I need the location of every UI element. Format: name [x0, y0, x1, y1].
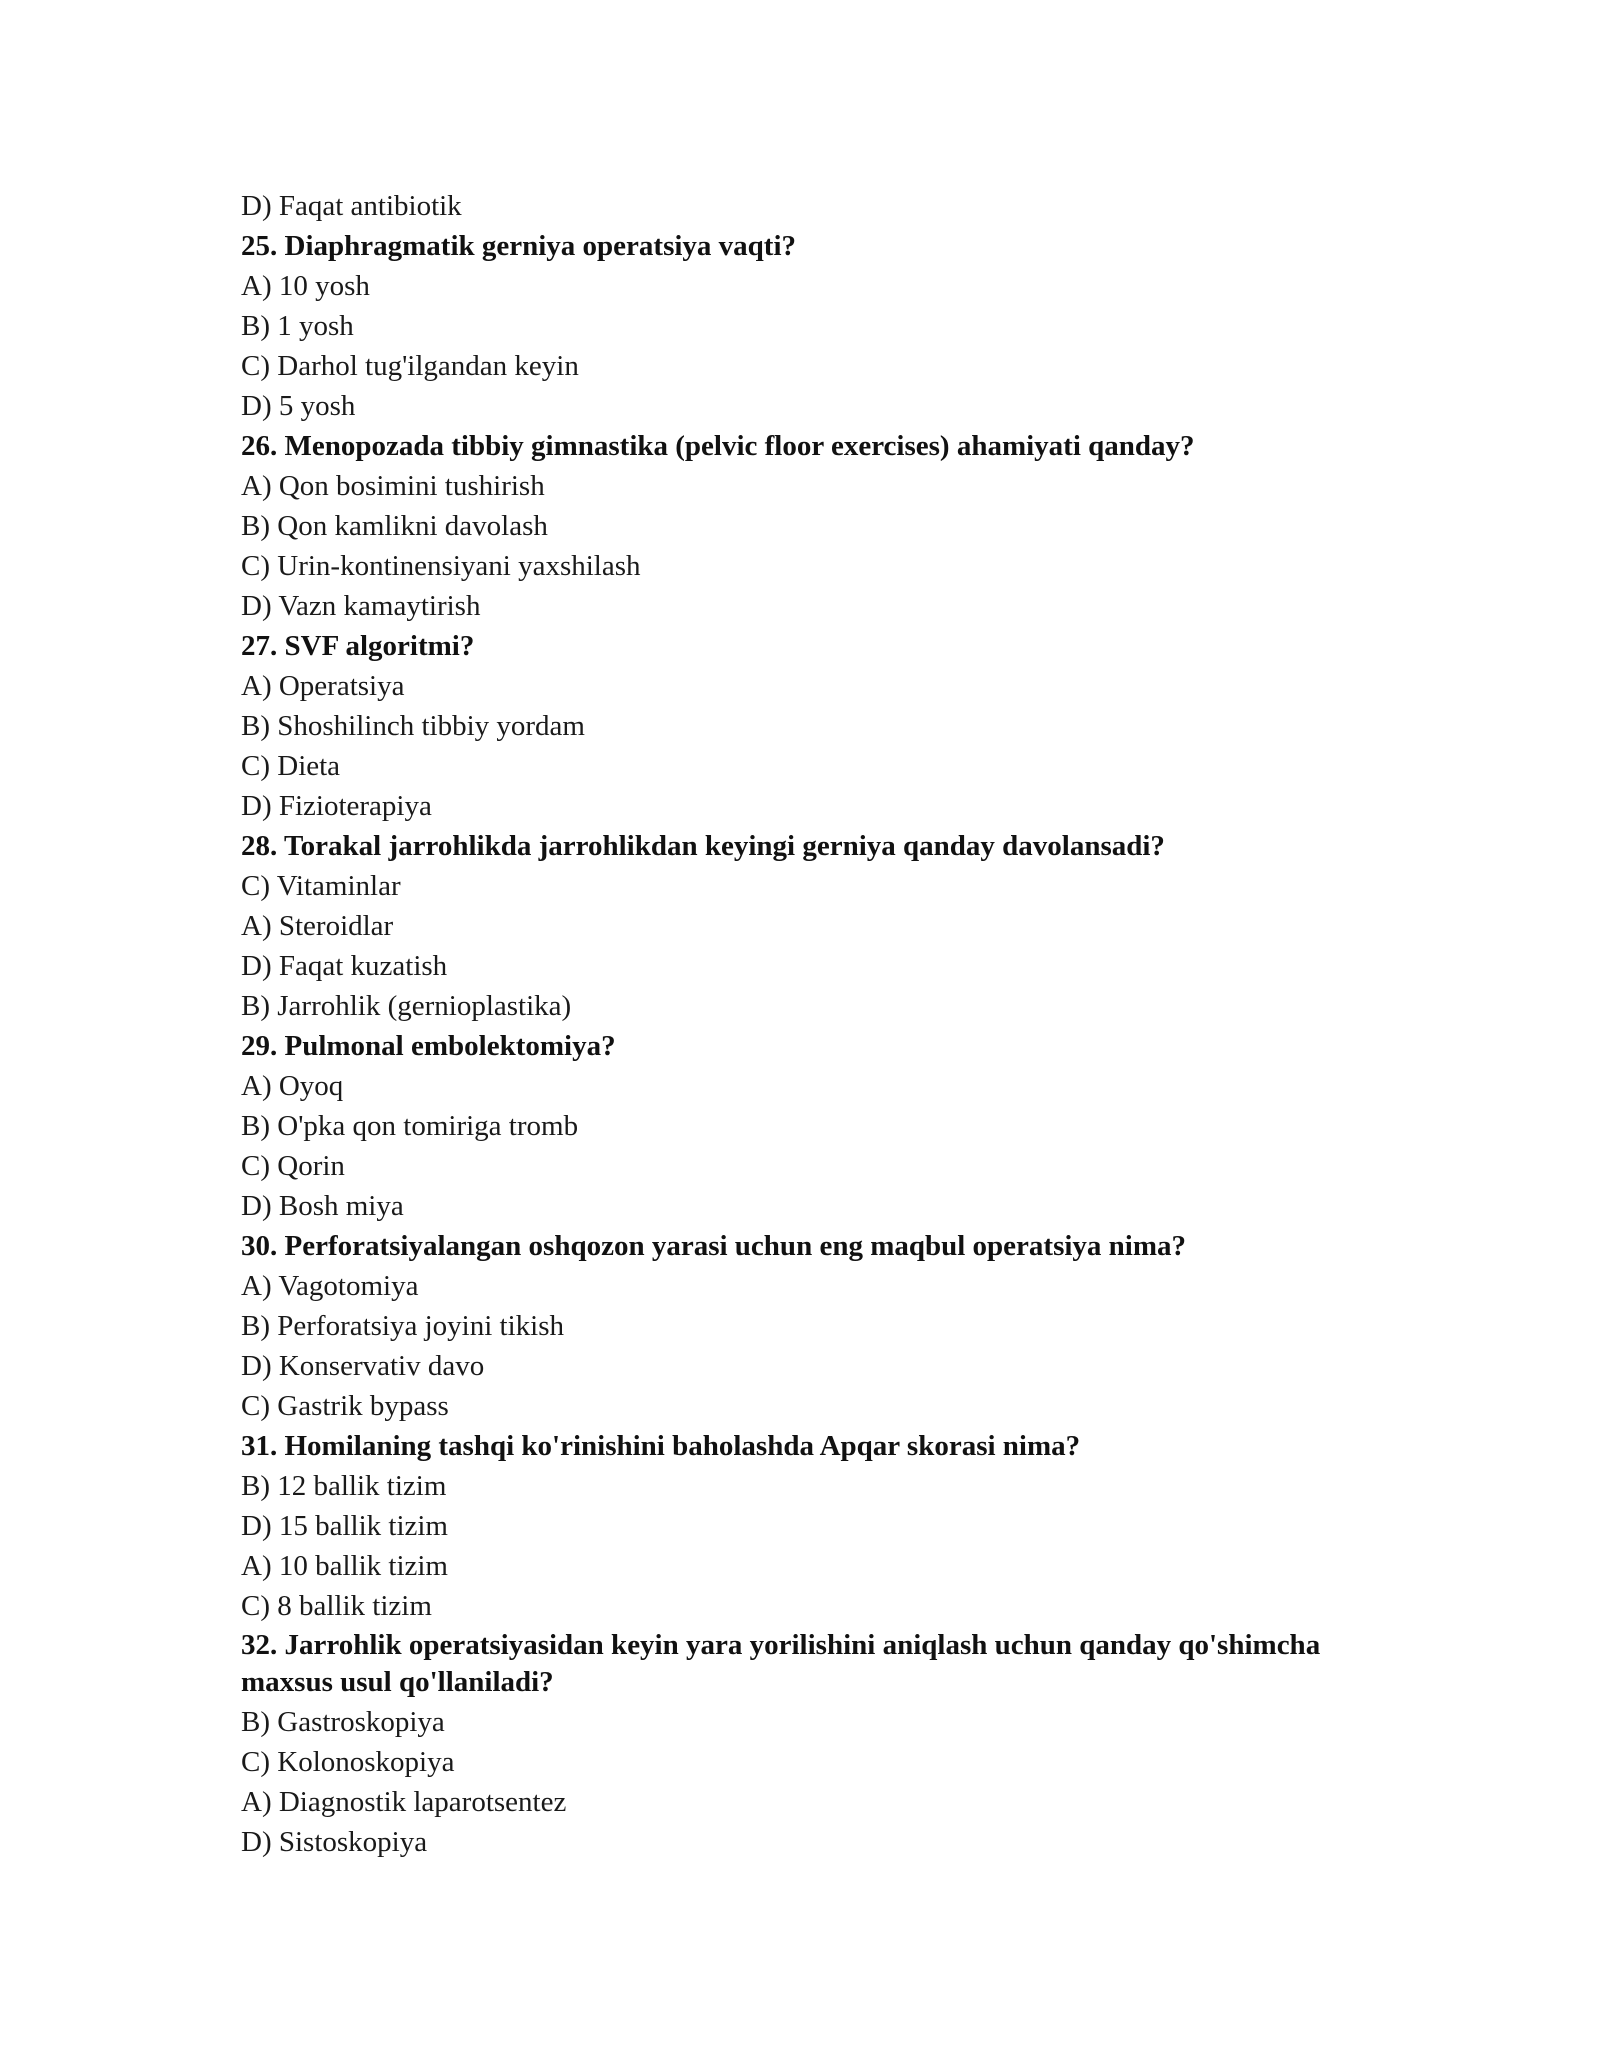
answer-option: D) 5 yosh: [241, 390, 356, 422]
question-text: 31. Homilaning tashqi ko'rinishini baholashda Apqar skorasi nima?: [241, 1430, 1081, 1462]
answer-option: B) Shoshilinch tibbiy yordam: [241, 710, 585, 742]
answer-option: C) Dieta: [241, 750, 341, 782]
answer-option: B) Gastroskopiya: [241, 1706, 445, 1738]
answer-option: A) Vagotomiya: [241, 1270, 419, 1302]
answer-option: D) Sistoskopiya: [241, 1826, 428, 1858]
document-page: [241, 186, 1421, 1862]
answer-option: A) Qon bosimini tushirish: [241, 470, 545, 502]
answer-option: D) Faqat antibiotik: [241, 190, 462, 222]
answer-option: C) Vitaminlar: [241, 870, 401, 902]
answer-option: C) Darhol tug'ilgandan keyin: [241, 350, 579, 382]
answer-option: D) Konservativ davo: [241, 1350, 485, 1382]
answer-option: B) O'pka qon tomiriga tromb: [241, 1110, 579, 1142]
answer-option: C) Urin-kontinensiyani yaxshilash: [241, 550, 641, 582]
question-text: 30. Perforatsiyalangan oshqozon yarasi uchun eng maqbul operatsiya nima?: [241, 1230, 1187, 1262]
answer-option: B) Jarrohlik (gernioplastika): [241, 990, 572, 1022]
answer-option: A) 10 ballik tizim: [241, 1550, 448, 1582]
answer-option: A) 10 yosh: [241, 270, 370, 302]
question-text: 28. Torakal jarrohlikda jarrohlikdan keyingi gerniya qanday davolansadi?: [241, 830, 1165, 862]
question-text: 26. Menopozada tibbiy gimnastika (pelvic floor exercises) ahamiyati qanday?: [241, 430, 1195, 462]
answer-option: A) Operatsiya: [241, 670, 405, 702]
answer-option: A) Diagnostik laparotsentez: [241, 1786, 567, 1818]
answer-option: D) Bosh miya: [241, 1190, 404, 1222]
answer-option: C) Kolonoskopiya: [241, 1746, 455, 1778]
question-text: 27. SVF algoritmi?: [241, 630, 475, 662]
answer-option: A) Steroidlar: [241, 910, 394, 942]
answer-option: C) Qorin: [241, 1150, 345, 1182]
question-text: 25. Diaphragmatik gerniya operatsiya vaqti?: [241, 230, 797, 262]
question-text-line: maxsus usul qo'llaniladi?: [241, 1665, 554, 1698]
answer-option: D) 15 ballik tizim: [241, 1510, 448, 1542]
question-text: [241, 1626, 1421, 1702]
answer-option: C) Gastrik bypass: [241, 1390, 449, 1422]
answer-option: D) Fizioterapiya: [241, 790, 432, 822]
question-text-line: 32. Jarrohlik operatsiyasidan keyin yara yorilishini aniqlash uchun qanday qo'shimcha: [241, 1629, 1321, 1661]
answer-option: B) Qon kamlikni davolash: [241, 510, 548, 542]
answer-option: A) Oyoq: [241, 1070, 344, 1102]
answer-option: D) Vazn kamaytirish: [241, 590, 481, 622]
answer-option: D) Faqat kuzatish: [241, 950, 448, 982]
question-text: 29. Pulmonal embolektomiya?: [241, 1030, 616, 1062]
answer-option: B) 1 yosh: [241, 310, 354, 342]
answer-option: B) 12 ballik tizim: [241, 1470, 447, 1502]
answer-option: C) 8 ballik tizim: [241, 1590, 432, 1622]
answer-option: B) Perforatsiya joyini tikish: [241, 1310, 564, 1342]
